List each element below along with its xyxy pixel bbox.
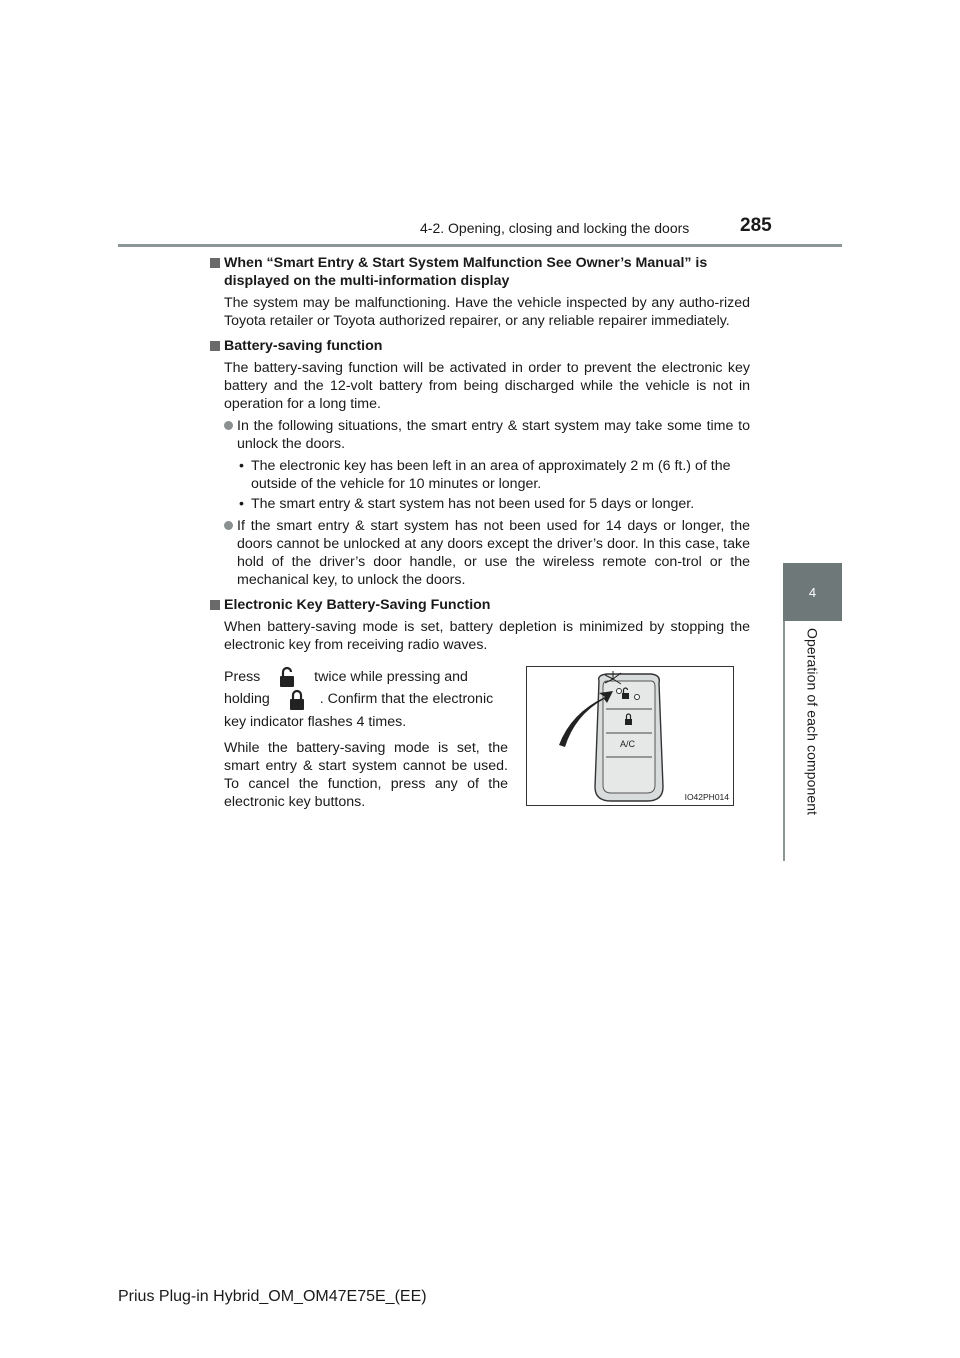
heading-text: When “Smart Entry & Start System Malfunction See Owner’s Manual” is displayed on the multi-information display <box>224 255 708 289</box>
heading-text: Battery-saving function <box>224 338 383 354</box>
page-number: 285 <box>740 215 772 236</box>
sub-marker: • <box>239 496 244 512</box>
section-heading <box>210 254 750 290</box>
square-bullet-icon <box>210 254 224 290</box>
press-text: holding <box>224 691 270 708</box>
main-content <box>210 254 750 654</box>
list-item <box>224 417 750 453</box>
key-button-label: A/C <box>620 739 636 749</box>
instruction-column <box>224 666 508 811</box>
footer-text: Prius Plug-in Hybrid_OM_OM47E75E_(EE) <box>118 1288 427 1305</box>
lock-icon <box>288 689 306 711</box>
paragraph: The battery-saving function will be activated in order to prevent the electronic key battery and the 12-volt battery from being discharged while the vehicle is not in operation for a long time. <box>224 360 750 412</box>
header-rule <box>118 244 842 247</box>
sub-marker: • <box>239 458 244 474</box>
square-bullet-icon <box>210 596 224 614</box>
chapter-tab[interactable] <box>783 563 842 621</box>
chapter-label: Operation of each component <box>804 628 821 816</box>
square-bullet-icon <box>210 337 224 355</box>
press-text: . Confirm that the electronic key indicator flashes 4 times. <box>224 691 494 730</box>
section-heading <box>210 337 750 355</box>
paragraph: When battery-saving mode is set, battery depletion is minimized by stopping the electronic key from receiving radio waves. <box>224 619 750 653</box>
figure-code: IO42PH014 <box>684 792 729 802</box>
paragraph: The system may be malfunctioning. Have the vehicle inspected by any autho-rized Toyota retailer or Toyota authorized repairer, or any reliable repairer immediately. <box>224 295 750 329</box>
sub-list-item <box>239 495 750 513</box>
smart-key-icon <box>527 667 733 805</box>
press-instruction <box>224 666 508 733</box>
list-item <box>224 517 750 589</box>
list-item-text: If the smart entry & start system has not been used for 14 days or longer, the doors cannot be unlocked at any doors except the driver’s door. In this case, take hold of the driver’s door handle, or use the wireless remote con-trol or the mechanical key, to unlock the doors. <box>237 518 750 588</box>
key-illustration <box>526 666 734 806</box>
circle-bullet-icon <box>224 517 237 589</box>
chapter-number: 4 <box>808 584 817 600</box>
sub-list-item <box>239 457 750 493</box>
header-title: 4-2. Opening, closing and locking the doors <box>420 220 690 236</box>
press-text: Press <box>224 669 261 685</box>
sub-list-text: The electronic key has been left in an area of approximately 2 m (6 ft.) of the outside of the vehicle for 10 minutes or longer. <box>251 458 731 492</box>
section-heading <box>210 596 750 614</box>
press-text: twice while pressing and <box>314 669 468 685</box>
sub-list-text: The smart entry & start system has not been used for 5 days or longer. <box>251 496 695 512</box>
paragraph: While the battery-saving mode is set, the smart entry & start system cannot be used. To cancel the function, press any of the electronic key buttons. <box>224 739 508 810</box>
unlock-icon <box>278 666 296 688</box>
list-item-text: In the following situations, the smart entry & start system may take some time to unlock the doors. <box>237 418 750 452</box>
heading-text: Electronic Key Battery-Saving Function <box>224 597 491 613</box>
circle-bullet-icon <box>224 417 237 453</box>
